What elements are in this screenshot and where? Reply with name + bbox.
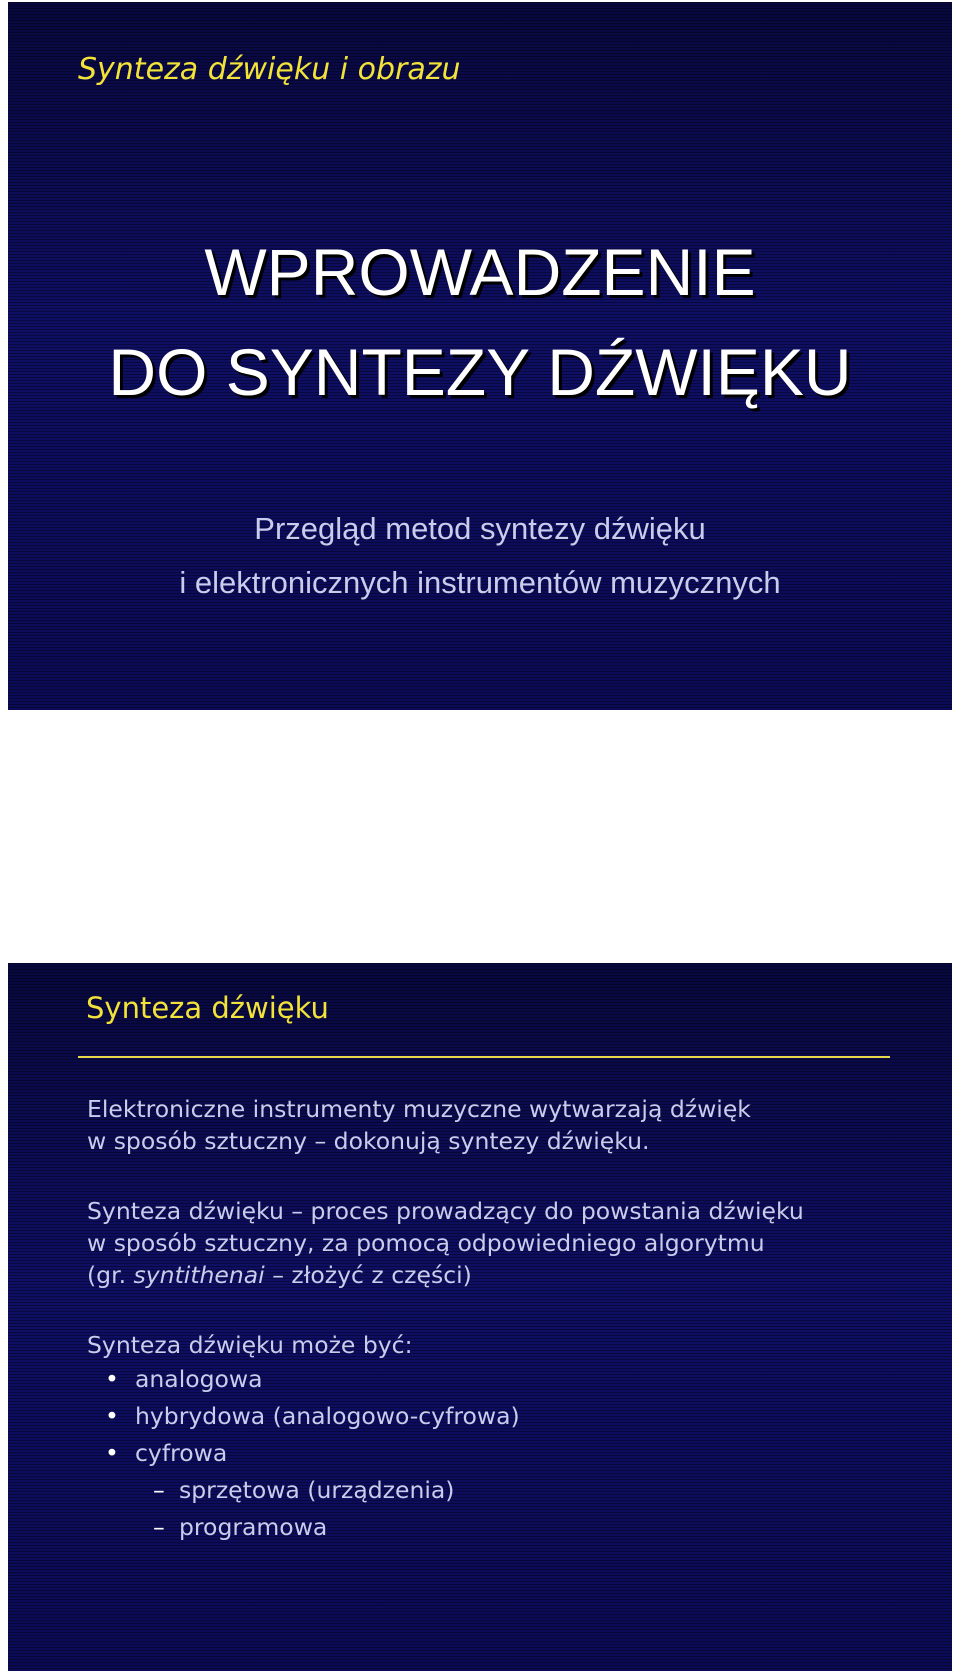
paragraph-definition: [87, 1195, 937, 1291]
paragraph-intro: [87, 1093, 937, 1157]
title-line: WPROWADZENIE: [204, 235, 756, 309]
subtitle-line: Przegląd metod syntezy dźwięku: [254, 511, 706, 546]
sub-bullet-list: [87, 1472, 937, 1546]
spacer: [87, 1291, 937, 1329]
slide-title-text: [8, 222, 952, 422]
text-line: Synteza dźwięku – proces prowadzący do powstania dźwięku: [87, 1197, 804, 1225]
header-divider: [78, 1056, 890, 1058]
text-fragment: – złożyć z części): [264, 1261, 472, 1289]
list-intro: Synteza dźwięku może być:: [87, 1331, 413, 1359]
slide-header: Synteza dźwięku i obrazu: [78, 52, 461, 87]
sub-list-item: – programowa: [87, 1509, 937, 1546]
title-line: DO SYNTEZY DŹWIĘKU: [108, 335, 852, 409]
text-line: Elektroniczne instrumenty muzyczne wytwarzają dźwięk: [87, 1095, 751, 1123]
slide-synteza: [8, 963, 952, 1671]
sub-list-item: – sprzętowa (urządzenia): [87, 1472, 937, 1509]
text-line: [87, 1259, 937, 1291]
bullet-list: [87, 1361, 937, 1472]
text-line: w sposób sztuczny, za pomocą odpowiedniego algorytmu: [87, 1229, 765, 1257]
list-item: • hybrydowa (analogowo-cyfrowa): [87, 1398, 937, 1435]
subtitle-line: i elektronicznych instrumentów muzycznych: [179, 565, 781, 600]
list-item: • cyfrowa: [87, 1435, 937, 1472]
text-line: w sposób sztuczny – dokonują syntezy dźwięku.: [87, 1127, 650, 1155]
list-item: • analogowa: [87, 1361, 937, 1398]
slide-subtitle: [8, 502, 952, 610]
slide-header: Synteza dźwięku: [86, 991, 329, 1025]
text-fragment: (gr.: [87, 1261, 134, 1289]
slide-title: [8, 2, 952, 710]
spacer: [87, 1157, 937, 1195]
slide-body: [87, 1093, 937, 1546]
greek-term: syntithenai: [133, 1261, 265, 1289]
